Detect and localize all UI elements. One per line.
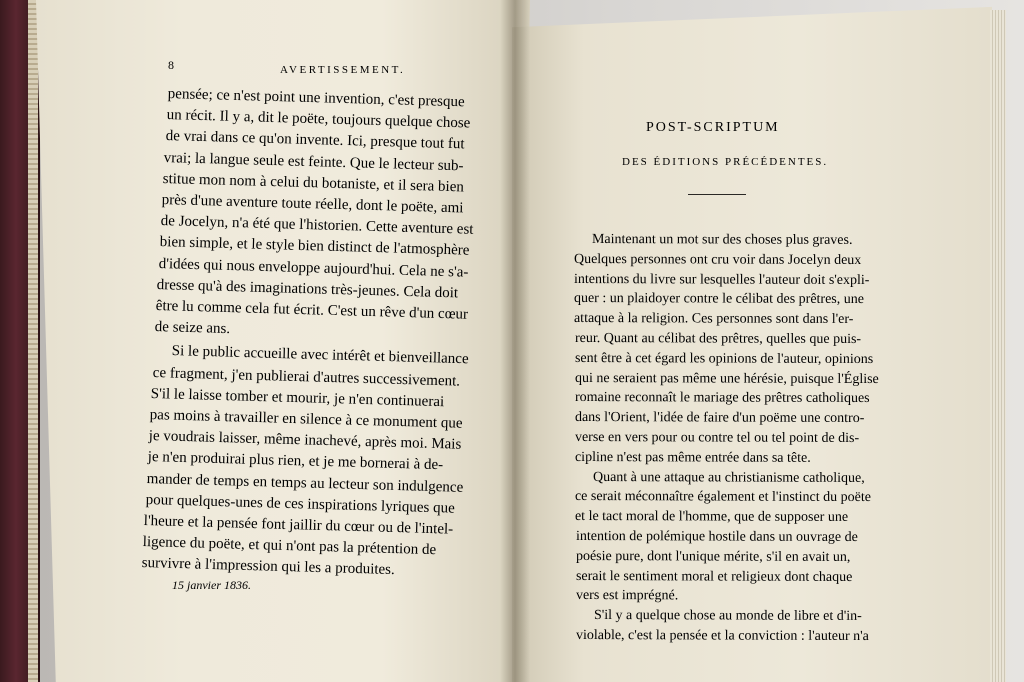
text-line: je n'en produirai plus rien, et je me bornerai à de-: [147, 449, 444, 474]
text-line: ce serait méconnaître également et l'instinct du poëte: [575, 489, 872, 506]
text-line: l'heure et la pensée font jaillir du cœur ou de l'intel-: [143, 513, 454, 538]
text-line: je voudrais laisser, même inachevé, après moi. Mais: [148, 428, 462, 453]
text-line: Si le public accueille avec intérêt et bienveillance: [171, 343, 469, 368]
text-line: pensée; ce n'est point une invention, c'est presque: [167, 86, 465, 111]
text-line: vrai; la langue seule est feinte. Que le lecteur sub-: [164, 149, 465, 174]
text-line: de seize ans.: [154, 319, 231, 338]
text-line: pas moins à travailler en silence à ce monument que: [149, 407, 463, 432]
text-line: un récit. Il y a, dit le poëte, toujours quelque chose: [166, 107, 471, 132]
cover-page-edges: [28, 0, 38, 682]
right-page-edges: [990, 10, 1006, 682]
text-line: sent être à cet égard les opinions de l'auteur, opinions: [574, 350, 873, 367]
page-number: 8: [168, 58, 174, 72]
text-line: S'il le laisse tomber et mourir, je n'en continuerai: [151, 385, 445, 410]
left-page-date: 15 janvier 1836.: [172, 578, 251, 592]
text-line: serait le sentiment moral et religieux dont chaque: [575, 568, 853, 585]
text-line: romaine reconnaît le mariage des prêtres catholiques: [574, 390, 870, 407]
text-line: Quant à une attaque au christianisme catholique,: [593, 469, 865, 486]
post-scriptum-title: POST-SCRIPTUM: [646, 120, 780, 135]
text-line: stitue mon nom à celui du botaniste, et il sera bien: [162, 170, 465, 196]
text-line: intention de polémique hostile dans un ouvrage de: [575, 529, 858, 545]
text-line: qui ne seraient pas même une hérésie, puisque l'Église: [574, 370, 879, 387]
text-line: être lu comme cela fut écrit. C'est un rêve d'un cœur: [155, 298, 469, 323]
text-line: intentions du livre sur lesquelles l'auteur doit s'expli-: [574, 271, 870, 288]
text-line: ce fragment, j'en publierai d'autres successivement.: [152, 364, 460, 390]
book-gutter: [500, 0, 530, 682]
text-line: près d'une aventure toute réelle, dont le poëte, ami: [161, 192, 464, 217]
text-line: reur. Quant au célibat des prêtres, quelles que puis-: [574, 331, 861, 347]
running-head: AVERTISSEMENT.: [280, 64, 406, 76]
text-line: vers est imprégné.: [575, 588, 679, 604]
text-line: d'idées qui nous enveloppe aujourd'hui. Cela ne s'a-: [158, 255, 469, 281]
text-line: de Jocelyn, n'a été que l'historien. Cette aventure est: [160, 213, 474, 238]
text-line: quer : un plaidoyer contre le célibat des prêtres, une: [574, 291, 865, 308]
text-line: Maintenant un mot sur des choses plus graves.: [591, 232, 853, 248]
text-line: verse en vers pour ou contre tel ou tel point de dis-: [574, 430, 860, 446]
post-scriptum-subtitle: DES ÉDITIONS PRÉCÉDENTES.: [622, 156, 829, 168]
text-line: bien simple, et le style bien distinct de l'atmosphère: [159, 234, 470, 260]
text-line: attaque à la religion. Ces personnes sont dans l'er-: [574, 311, 854, 328]
section-rule: [688, 194, 746, 195]
text-line: dans l'Orient, l'idée de faire d'un poëme une contro-: [574, 410, 865, 427]
text-line: poésie pure, dont l'unique mérite, s'il en avait un,: [575, 548, 851, 565]
text-line: ligence du poëte, et qui n'ont pas la prétention de: [142, 534, 437, 559]
text-line: S'il y a quelque chose au monde de libre et d'in-: [593, 608, 862, 625]
text-line: dresse qu'à des imaginations très-jeunes. Cela doit: [156, 276, 459, 302]
text-line: cipline n'est pas même entrée dans sa tête.: [575, 449, 811, 466]
text-line: pour quelques-unes de ces inspirations lyriques que: [145, 491, 455, 517]
text-line: violable, c'est la pensée et la conviction : l'auteur n'a: [575, 628, 869, 645]
text-line: Quelques personnes ont cru voir dans Jocelyn deux: [574, 251, 862, 268]
text-line: et le tact moral de l'homme, que de supposer une: [575, 509, 849, 526]
text-line: mander de temps en temps au lecteur son indulgence: [146, 470, 464, 496]
text-line: de vrai dans ce qu'on invente. Ici, presque tout fut: [165, 128, 465, 153]
text-line: survivre à l'impression qui les a produites.: [141, 555, 395, 579]
